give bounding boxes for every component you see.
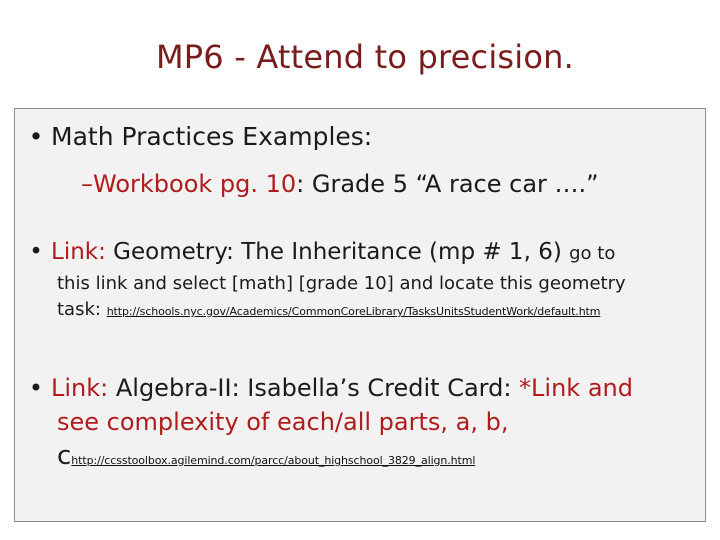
link-and-text: *Link and (519, 374, 633, 402)
bullet-math-practices (21, 120, 372, 154)
complexity-text: see complexity of each/all parts, a, b, (57, 408, 509, 436)
algebra-url-line (57, 439, 701, 478)
bullet-dot-icon: • (28, 122, 44, 151)
workbook-text: : Grade 5 “A race car ….” (296, 170, 599, 198)
geometry-task-line (57, 297, 701, 325)
bullet-algebra-link (21, 371, 701, 478)
link-label: Link: (51, 374, 109, 402)
go-to-text: go to (569, 243, 616, 264)
bullet-dot-icon: • (28, 374, 44, 402)
algebra-text: Algebra-II: Isabella’s Credit Card: (108, 374, 520, 402)
algebra-url-link[interactable]: http://ccsstoolbox.agilemind.com/parcc/about_highschool_3829_align.html (71, 454, 476, 467)
bullet-dot-icon: • (29, 239, 43, 265)
geometry-url-link[interactable]: http://schools.nyc.gov/Academics/CommonCoreLibrary/TasksUnitsStudentWork/default.htm (106, 305, 601, 318)
geometry-text: Geometry: The Inheritance (mp # 1, 6) (105, 239, 570, 265)
bullet-geometry-link (21, 235, 701, 325)
content-box (14, 108, 706, 522)
bullet-text: Math Practices Examples: (51, 122, 373, 151)
link-label: Link: (51, 239, 106, 265)
workbook-label: Workbook pg. 10 (93, 170, 297, 198)
part-c-letter: c (57, 441, 72, 471)
sub-bullet-workbook (81, 167, 599, 201)
geometry-instructions: this link and select [math] [grade 10] and locate this geometry (57, 273, 626, 294)
sub-bullet-dash: – (81, 170, 93, 198)
slide-title: MP6 - Attend to precision. (155, 38, 575, 76)
task-prefix: task: (57, 299, 107, 320)
